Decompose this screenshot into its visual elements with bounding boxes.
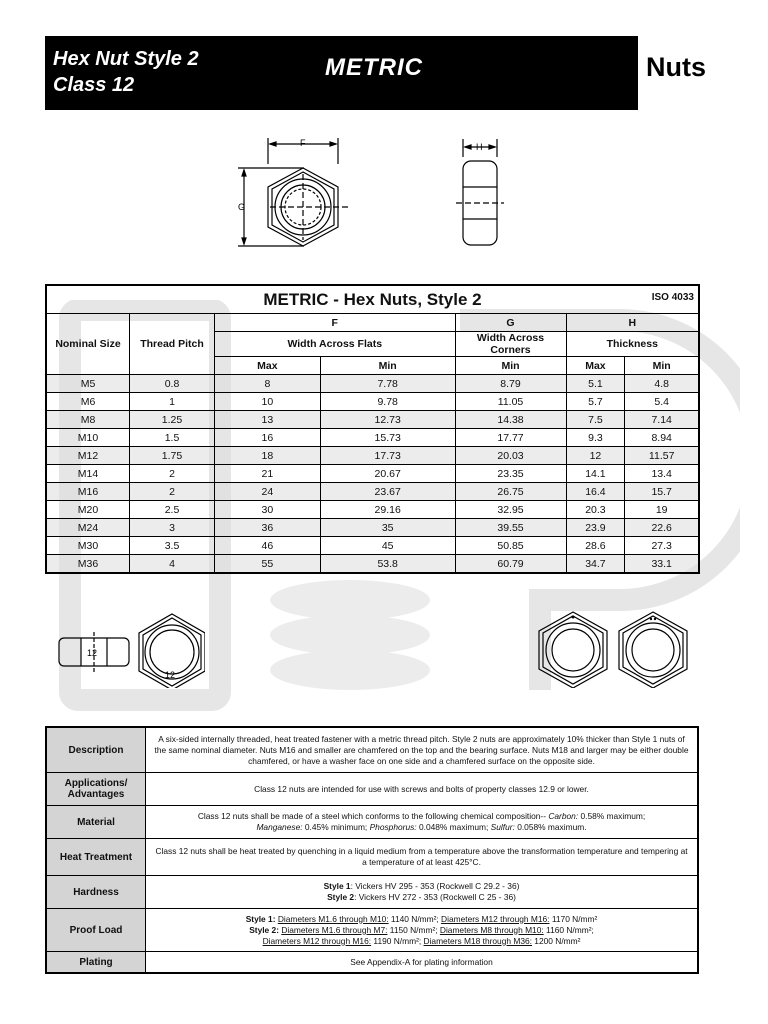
hardness-style2-key: Style 2: [327, 892, 355, 902]
hex-nut-side-view-diagram: [452, 135, 512, 250]
info-row-material: [46, 806, 698, 839]
info-row-hardness: [46, 876, 698, 909]
material-text: [146, 806, 699, 839]
cell-f-max: 46: [215, 537, 321, 555]
cell-f-min: 17.73: [320, 447, 455, 465]
material-label: Material: [46, 806, 146, 839]
applications-text: Class 12 nuts are intended for use with screws and bolts of property classes 12.9 or lower.: [146, 773, 699, 806]
cell-f-max: 55: [215, 555, 321, 574]
col-width-across-flats: Width Across Flats: [215, 332, 456, 357]
applications-label: Applications/ Advantages: [46, 773, 146, 806]
sub-g-min: Min: [455, 357, 566, 375]
col-nominal-size: Nominal Size: [46, 314, 130, 375]
cell-f-min: 20.67: [320, 465, 455, 483]
proof-style2-value-a: 1150 N/mm²;: [387, 924, 438, 935]
cell-thread-pitch: 2.5: [130, 501, 215, 519]
cell-f-min: 35: [320, 519, 455, 537]
cell-h-min: 7.14: [625, 411, 699, 429]
hardness-label: Hardness: [46, 876, 146, 909]
label-g: G: [238, 202, 246, 212]
description-label: Description: [46, 727, 146, 773]
proof-style1-range-b: Diameters M12 through M16:: [441, 913, 550, 924]
hardness-text: [146, 876, 699, 909]
cell-g-min: 20.03: [455, 447, 566, 465]
cell-thread-pitch: 3: [130, 519, 215, 537]
standard-label: ISO 4033: [651, 292, 694, 303]
cell-h-max: 28.6: [566, 537, 625, 555]
cell-h-min: 4.8: [625, 375, 699, 393]
cell-g-min: 23.35: [455, 465, 566, 483]
cell-thread-pitch: 1.75: [130, 447, 215, 465]
cell-f-max: 24: [215, 483, 321, 501]
cell-f-max: 10: [215, 393, 321, 411]
cell-h-min: 5.4: [625, 393, 699, 411]
phosphorus-key: Phosphorus:: [369, 822, 417, 832]
document-title: [53, 46, 199, 98]
category-label: Nuts: [646, 52, 706, 82]
col-width-across-corners: Width Across Corners: [455, 332, 566, 357]
cell-nominal-size: M16: [46, 483, 130, 501]
table-row: [46, 501, 699, 519]
nut-face-illustrations: [535, 608, 695, 688]
cell-g-min: 39.55: [455, 519, 566, 537]
manganese-key: Manganese:: [256, 822, 303, 832]
info-row-proof-load: [46, 909, 698, 952]
info-row-applications: [46, 773, 698, 806]
cell-nominal-size: M14: [46, 465, 130, 483]
cell-h-min: 27.3: [625, 537, 699, 555]
proof-style1-range-a: Diameters M1.6 through M10:: [277, 913, 389, 924]
cell-h-max: 20.3: [566, 501, 625, 519]
cell-h-min: 19: [625, 501, 699, 519]
specification-info-table: [45, 726, 699, 974]
cell-f-max: 13: [215, 411, 321, 429]
table-row: [46, 519, 699, 537]
label-f: F: [300, 138, 306, 148]
title-line-1: Hex Nut Style 2: [53, 48, 199, 70]
cell-h-max: 9.3: [566, 429, 625, 447]
proof-load-label: Proof Load: [46, 909, 146, 952]
table-title-cell: [46, 285, 699, 314]
marked-nut-illustration: [55, 608, 205, 688]
cell-f-min: 53.8: [320, 555, 455, 574]
hardness-style1-value: : Vickers HV 295 - 353 (Rockwell C 29.2 - 36): [350, 881, 520, 891]
title-line-2: Class 12: [53, 74, 135, 96]
cell-thread-pitch: 2: [130, 483, 215, 501]
info-row-plating: [46, 952, 698, 974]
cell-f-max: 18: [215, 447, 321, 465]
table-row: [46, 393, 699, 411]
cell-h-min: 13.4: [625, 465, 699, 483]
cell-h-min: 22.6: [625, 519, 699, 537]
cell-f-max: 8: [215, 375, 321, 393]
header-metric-label: METRIC: [325, 54, 423, 81]
sub-h-min: Min: [625, 357, 699, 375]
cell-h-min: 8.94: [625, 429, 699, 447]
label-h: H: [476, 142, 483, 152]
table-row: [46, 483, 699, 501]
cell-thread-pitch: 0.8: [130, 375, 215, 393]
cell-g-min: 11.05: [455, 393, 566, 411]
sub-f-max: Max: [215, 357, 321, 375]
marking-face: 12: [165, 670, 176, 680]
cell-nominal-size: M10: [46, 429, 130, 447]
dimensions-table: [45, 284, 700, 574]
cell-g-min: 50.85: [455, 537, 566, 555]
hardness-style1-key: Style 1: [323, 881, 351, 891]
cell-g-min: 17.77: [455, 429, 566, 447]
info-row-description: [46, 727, 698, 773]
cell-f-min: 15.73: [320, 429, 455, 447]
cell-h-max: 23.9: [566, 519, 625, 537]
cell-f-min: 12.73: [320, 411, 455, 429]
group-g: G: [455, 314, 566, 332]
cell-h-max: 5.7: [566, 393, 625, 411]
cell-f-max: 16: [215, 429, 321, 447]
cell-nominal-size: M30: [46, 537, 130, 555]
marking-side: 12: [87, 648, 98, 658]
cell-h-max: 14.1: [566, 465, 625, 483]
cell-g-min: 26.75: [455, 483, 566, 501]
cell-h-max: 16.4: [566, 483, 625, 501]
table-title: METRIC - Hex Nuts, Style 2: [263, 289, 482, 309]
heat-treatment-label: Heat Treatment: [46, 839, 146, 876]
plating-label: Plating: [46, 952, 146, 974]
cell-nominal-size: M12: [46, 447, 130, 465]
carbon-key: Carbon:: [548, 811, 579, 821]
proof-style2-range-d: Diameters M18 through M36:: [423, 935, 532, 946]
col-thread-pitch: Thread Pitch: [130, 314, 215, 375]
cell-g-min: 8.79: [455, 375, 566, 393]
sub-h-max: Max: [566, 357, 625, 375]
cell-h-max: 7.5: [566, 411, 625, 429]
cell-h-max: 34.7: [566, 555, 625, 574]
cell-g-min: 14.38: [455, 411, 566, 429]
cell-f-min: 9.78: [320, 393, 455, 411]
cell-nominal-size: M20: [46, 501, 130, 519]
cell-f-max: 30: [215, 501, 321, 519]
table-row: [46, 447, 699, 465]
sub-f-min: Min: [320, 357, 455, 375]
table-row: [46, 465, 699, 483]
info-row-heat-treatment: [46, 839, 698, 876]
cell-f-max: 21: [215, 465, 321, 483]
plating-text: See Appendix-A for plating information: [146, 952, 699, 974]
material-intro: Class 12 nuts shall be made of a steel which conforms to the following chemical composition--: [197, 811, 547, 821]
proof-style2-range-a: Diameters M1.6 through M7:: [281, 924, 388, 935]
heat-treatment-text: Class 12 nuts shall be heat treated by quenching in a liquid medium from a temperature above the transformation temperature and tempering at a temperature of at least 425°C.: [146, 839, 699, 876]
cell-thread-pitch: 1.25: [130, 411, 215, 429]
cell-f-min: 7.78: [320, 375, 455, 393]
hex-nut-top-view-diagram: [230, 132, 360, 252]
cell-thread-pitch: 1: [130, 393, 215, 411]
cell-f-min: 29.16: [320, 501, 455, 519]
carbon-value: 0.58% maximum;: [580, 811, 646, 821]
cell-nominal-size: M5: [46, 375, 130, 393]
phosphorus-value: 0.048% maximum;: [418, 822, 489, 832]
col-thickness: Thickness: [566, 332, 699, 357]
table-row: [46, 411, 699, 429]
proof-style2-key: Style 2:: [249, 924, 279, 935]
proof-style2-value-d: 1200 N/mm²: [531, 935, 581, 946]
proof-style1-value-b: 1170 N/mm²: [549, 913, 598, 924]
proof-style1-value-a: 1140 N/mm²;: [388, 913, 439, 924]
proof-style2-value-c: 1190 N/mm²;: [371, 935, 422, 946]
table-row: [46, 555, 699, 574]
group-f: F: [215, 314, 456, 332]
cell-thread-pitch: 2: [130, 465, 215, 483]
cell-g-min: 32.95: [455, 501, 566, 519]
cell-f-max: 36: [215, 519, 321, 537]
cell-nominal-size: M8: [46, 411, 130, 429]
cell-nominal-size: M36: [46, 555, 130, 574]
proof-style2-range-c: Diameters M12 through M16:: [262, 935, 372, 946]
table-row: [46, 537, 699, 555]
proof-style2-range-b: Diameters M8 through M10:: [439, 924, 544, 935]
cell-h-min: 33.1: [625, 555, 699, 574]
table-row: [46, 375, 699, 393]
sulfur-key: Sulfur:: [490, 822, 515, 832]
hardness-style2-value: : Vickers HV 272 - 353 (Rockwell C 25 - 36): [354, 892, 516, 902]
cell-nominal-size: M6: [46, 393, 130, 411]
cell-thread-pitch: 4: [130, 555, 215, 574]
cell-thread-pitch: 1.5: [130, 429, 215, 447]
cell-f-min: 45: [320, 537, 455, 555]
proof-load-text: [146, 909, 699, 952]
proof-style2-value-b: 1160 N/mm²;: [543, 924, 594, 935]
dimensions-table-body: [46, 375, 699, 574]
cell-thread-pitch: 3.5: [130, 537, 215, 555]
proof-style1-key: Style 1:: [245, 913, 276, 924]
cell-g-min: 60.79: [455, 555, 566, 574]
table-row: [46, 429, 699, 447]
sulfur-value: 0.058% maximum.: [517, 822, 587, 832]
cell-h-max: 12: [566, 447, 625, 465]
cell-nominal-size: M24: [46, 519, 130, 537]
cell-h-min: 11.57: [625, 447, 699, 465]
cell-h-max: 5.1: [566, 375, 625, 393]
cell-f-min: 23.67: [320, 483, 455, 501]
cell-h-min: 15.7: [625, 483, 699, 501]
header-bar: [45, 36, 638, 110]
group-h: H: [566, 314, 699, 332]
description-text: A six-sided internally threaded, heat treated fastener with a metric thread pitch. Style 2 nuts are approximately 10% thicker than Style 1 nuts of the same nominal diameter. Nuts M16 and smaller are chamfered on the top and the bearing surface. Nuts M18 and larger may be either double chamfered, or have a washer face on one side and a chamfered surface on the opposite side.: [146, 727, 699, 773]
manganese-value: 0.45% minimum;: [304, 822, 368, 832]
